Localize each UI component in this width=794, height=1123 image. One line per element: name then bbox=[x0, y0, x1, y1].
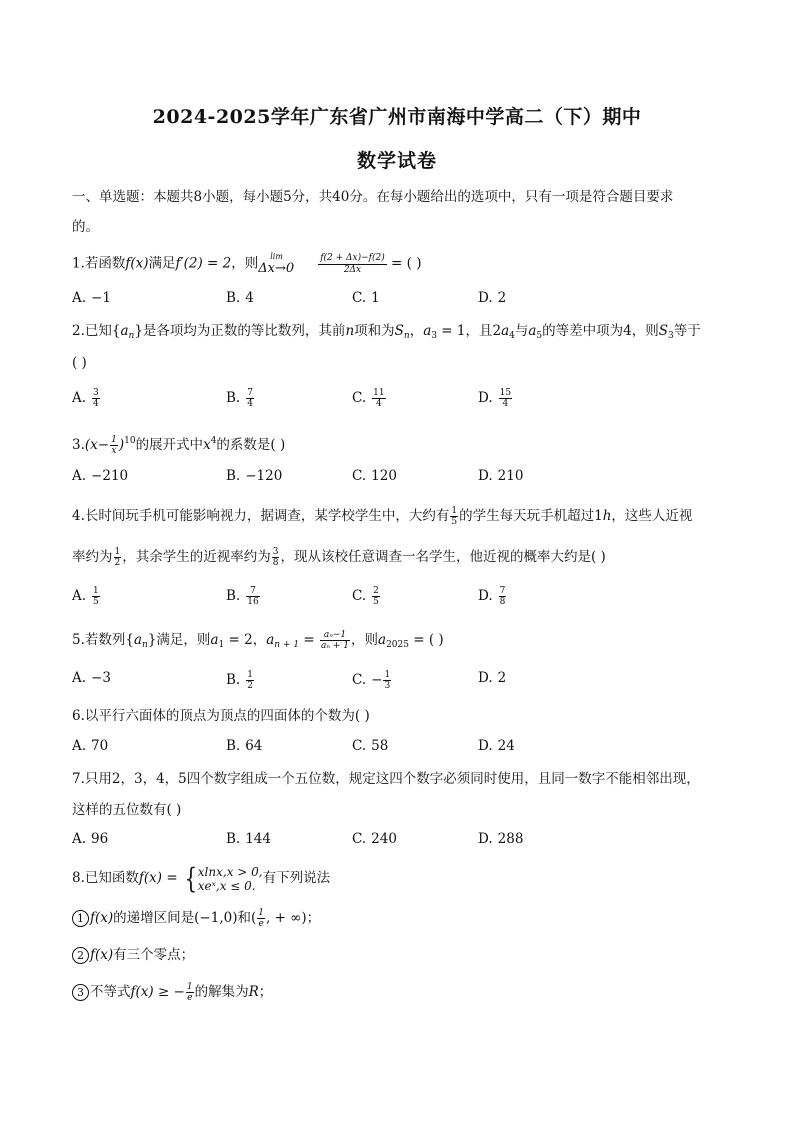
q3-options bbox=[72, 468, 732, 488]
q5-options bbox=[72, 670, 732, 690]
q6-option-c[interactable]: C. 58 bbox=[352, 738, 389, 754]
q1-text-b: 满足 bbox=[148, 255, 176, 272]
piecewise-cases: xlnx,x > 0, xeˣ,x ≤ 0. bbox=[197, 864, 263, 893]
q3-option-a[interactable]: A. −210 bbox=[72, 468, 129, 484]
q2-option-c[interactable]: C. $\frac{11}{4}$ bbox=[352, 388, 385, 409]
section-intro-line2: 的。 bbox=[72, 219, 99, 235]
piecewise-brace: { bbox=[184, 861, 198, 895]
statement-2-mark: 2 bbox=[72, 947, 89, 964]
q6-option-d[interactable]: D. 24 bbox=[478, 738, 515, 754]
q7-option-d[interactable]: D. 288 bbox=[478, 831, 524, 847]
q5-option-a[interactable]: A. −3 bbox=[72, 670, 111, 686]
q1-tail: = ( ) bbox=[386, 255, 422, 272]
q4-options bbox=[72, 586, 732, 606]
q1-fx: f(x) bbox=[125, 255, 149, 272]
question-7-line2: 这样的五位数有( ) bbox=[72, 802, 182, 818]
q4-option-b[interactable]: B. $\frac{7}{16}$ bbox=[226, 586, 259, 607]
q1-cond: f′(2) = 2 bbox=[175, 255, 232, 272]
q1-option-d[interactable]: D. 2 bbox=[478, 290, 507, 306]
q1-option-a[interactable]: A. −1 bbox=[72, 290, 111, 306]
q1-options bbox=[72, 290, 732, 310]
q2-option-d[interactable]: D. $\frac{15}{4}$ bbox=[478, 388, 512, 409]
q1-text-c: ，则 bbox=[231, 255, 259, 272]
question-1 bbox=[72, 252, 422, 276]
q7-option-b[interactable]: B. 144 bbox=[226, 831, 271, 847]
q8-statement-1: 1 f(x)的递增区间是(−1,0)和( $\frac{1}{e}$ , + ∞)； bbox=[72, 908, 320, 929]
question-2-line1: 2.已知$\{a_n\}$是各项均为正数的等比数列，其前n项和为$S_n$，$a_3 = 1$，且$2a_4$与$a_5$的等差中项为4，则$S_3$等于 bbox=[72, 323, 701, 341]
section-intro-line1: 一、单选题：本题共8小题，每小题5分，共40分。在每小题给出的选项中，只有一项是符合题目要求 bbox=[72, 189, 674, 205]
question-3: 3.(x− $\frac{1}{x}$ )$^{10}$的展开式中$x^4$的系数是( ) bbox=[72, 435, 286, 456]
question-4-line2: 率约为 $\frac{1}{2}$ ，其余学生的近视率约为 $\frac{3}{8}$ ，现从该校任意调查一名学生，他近视的概率大约是( ) bbox=[72, 547, 606, 568]
q7-options bbox=[72, 831, 732, 851]
question-2-line2: ( ) bbox=[72, 355, 87, 371]
q3-option-c[interactable]: C. 120 bbox=[352, 468, 397, 484]
q4-option-d[interactable]: D. $\frac{7}{8}$ bbox=[478, 586, 506, 607]
exam-title: 2024-2025学年广东省广州市南海中学高二（下）期中 bbox=[152, 106, 642, 128]
q1-option-c[interactable]: C. 1 bbox=[352, 290, 380, 306]
q1-fraction: $\frac{f(2 + \Delta x)-f(2)}{2\Delta x}$ bbox=[320, 252, 385, 275]
exam-subtitle: 数学试卷 bbox=[356, 150, 437, 172]
question-4-line1: 4.长时间玩手机可能影响视力，据调查，某学校学生中，大约有 $\frac{1}{5}$ 的学生每天玩手机超过1h，这些人近视 bbox=[72, 506, 693, 527]
q7-option-c[interactable]: C. 240 bbox=[352, 831, 397, 847]
q5-option-c[interactable]: C. − $\frac{1}{3}$ bbox=[352, 670, 391, 691]
q8-statement-3: 3 不等式f(x) ≥ − $\frac{1}{e}$ 的解集为R； bbox=[72, 982, 272, 1003]
q6-options bbox=[72, 738, 732, 758]
q1-num: 1. bbox=[72, 255, 85, 272]
q7-option-a[interactable]: A. 96 bbox=[72, 831, 109, 847]
q2-option-a[interactable]: A. $\frac{3}{4}$ bbox=[72, 388, 99, 409]
q6-option-b[interactable]: B. 64 bbox=[226, 738, 263, 754]
q2-option-b[interactable]: B. $\frac{7}{4}$ bbox=[226, 388, 253, 409]
q3-option-d[interactable]: D. 210 bbox=[478, 468, 524, 484]
q1-limit: lim Δx→0 bbox=[258, 252, 295, 276]
question-8: 8.已知函数f(x) = { xlnx,x > 0, xeˣ,x ≤ 0. 有下列说法 bbox=[72, 861, 331, 895]
question-6: 6.以平行六面体的顶点为顶点的四面体的个数为( ) bbox=[72, 708, 370, 724]
q1-option-b[interactable]: B. 4 bbox=[226, 290, 254, 306]
q5-option-d[interactable]: D. 2 bbox=[478, 670, 507, 686]
question-7-line1: 7.只用2，3，4，5四个数字组成一个五位数，规定这四个数字必须同时使用，且同一数字不能相邻出现， bbox=[72, 771, 700, 787]
q6-option-a[interactable]: A. 70 bbox=[72, 738, 109, 754]
question-5: 5.若数列$\{a_n\}$满足，则$a_1 = 2$，$a_{n + 1}$ = $\frac{\text{aₙ−1}}{\text{aₙ + 1}}$ ，则$a_{2025}$ = ( ) bbox=[72, 630, 444, 651]
q8-statement-2: 2 f(x)有三个零点； bbox=[72, 946, 194, 964]
q3-option-b[interactable]: B. −120 bbox=[226, 468, 283, 484]
q4-option-a[interactable]: A. $\frac{1}{5}$ bbox=[72, 586, 99, 607]
q2-options bbox=[72, 388, 732, 408]
q1-text-a: 若函数 bbox=[84, 255, 126, 272]
q4-option-c[interactable]: C. $\frac{2}{5}$ bbox=[352, 586, 379, 607]
statement-3-mark: 3 bbox=[72, 984, 89, 1001]
q5-option-b[interactable]: B. $\frac{1}{2}$ bbox=[226, 670, 253, 691]
statement-1-mark: 1 bbox=[72, 910, 89, 927]
